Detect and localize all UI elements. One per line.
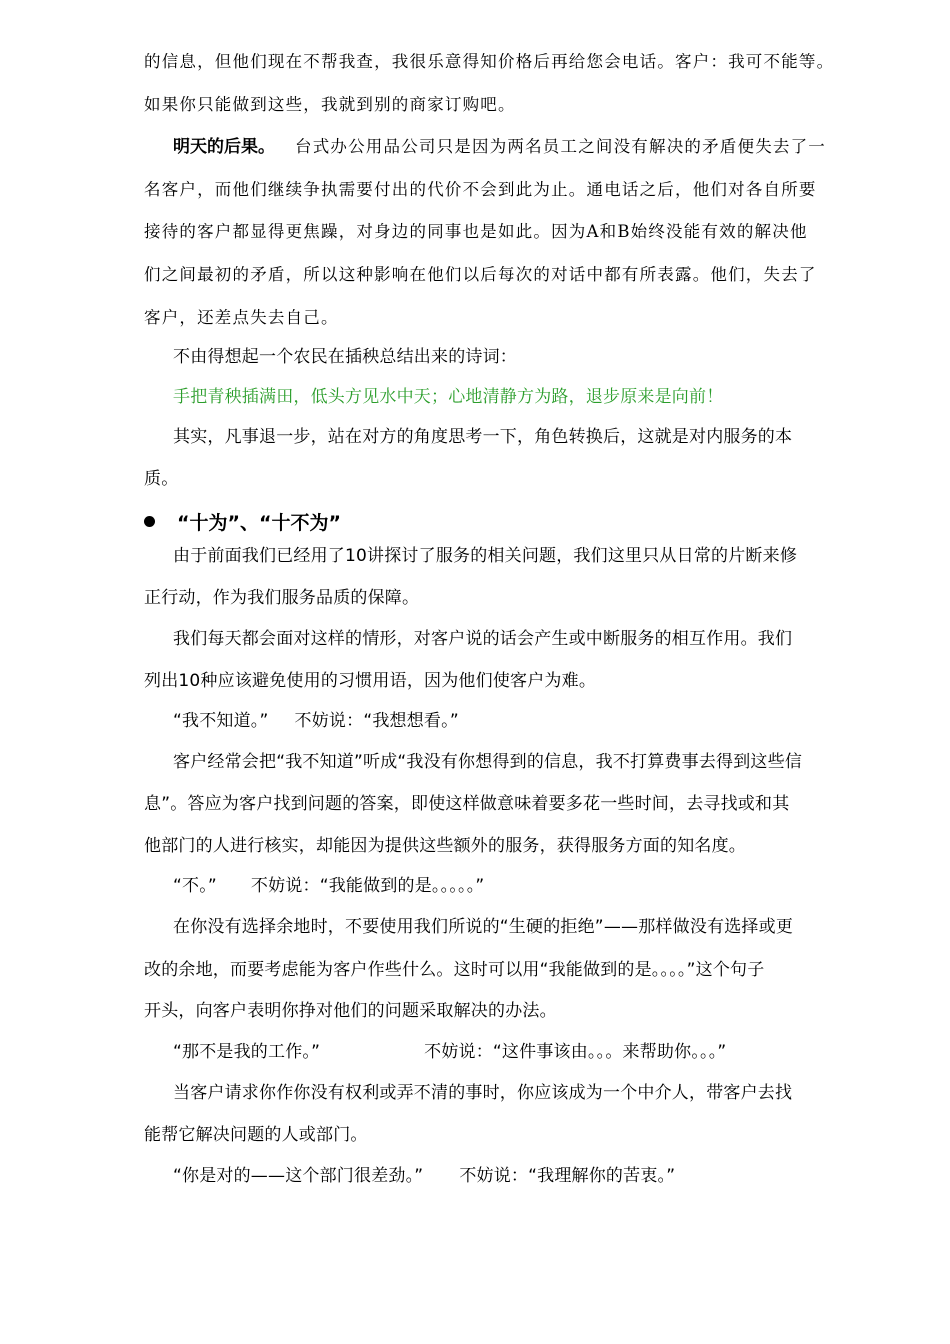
avoid-phrase: “不。” — [173, 876, 217, 896]
paragraph-line: 改的余地，而要考虑能为客户作些什么。这时可以用“我能做到的是。。。。”这个句子 — [144, 960, 765, 980]
avoid-phrase: “我不知道。” — [173, 711, 269, 731]
phrase-pair — [173, 1163, 675, 1189]
paragraph-line: 在你没有选择余地时，不要使用我们所说的“生硬的拒绝”——那样做没有选择或更 — [173, 917, 794, 937]
paragraph-line: 当客户请求你作你没有权利或弄不清的事时，你应该成为一个中介人，带客户去找 — [173, 1083, 793, 1103]
section-label: 明天的后果。 — [173, 137, 275, 157]
avoid-phrase: “那不是我的工作。” — [173, 1042, 321, 1062]
paragraph-line: 名客户，而他们继续争执需要付出的代价不会到此为止。通电话之后，他们对各自所要 — [144, 180, 817, 199]
paragraph-line: 我们每天都会面对这样的情形，对客户说的话会产生或中断服务的相互作用。我们 — [173, 629, 793, 649]
suggested-phrase: 不妨说：“我理解你的苦衷。” — [459, 1166, 676, 1186]
paragraph-line: 息”。答应为客户找到问题的答案，即使这样做意味着要多花一些时间，去寻找或和其 — [144, 794, 790, 814]
avoid-phrase: “你是对的——这个部门很差劲。” — [173, 1166, 424, 1186]
paragraph-line: 开头，向客户表明你挣对他们的问题采取解决的办法。 — [144, 1001, 557, 1021]
paragraph-line: 的信息，但他们现在不帮我查，我很乐意得知价格后再给您会电话。客户：我可不能等。 — [144, 52, 835, 71]
phrase-pair — [173, 708, 459, 734]
paragraph-line: 列出10种应该避免使用的习惯用语，因为他们使客户为难。 — [144, 671, 597, 691]
paragraph-line: 接待的客户都显得更焦躁，对身边的同事也是如此。因为A和B始终没能有效的解决他 — [144, 222, 808, 241]
poem-line: 手把青秧插满田，低头方见水中天；心地清静方为路，退步原来是向前！ — [173, 387, 724, 407]
paragraph-line: 客户，还差点失去自己。 — [144, 308, 339, 327]
paragraph-line: 其实，凡事退一步，站在对方的角度思考一下，角色转换后，这就是对内服务的本 — [173, 427, 793, 447]
paragraph-line: 质。 — [144, 469, 179, 489]
paragraph-line — [173, 134, 826, 160]
bullet-icon — [144, 516, 155, 527]
paragraph-line: 如果你只能做到这些，我就到别的商家订购吧。 — [144, 95, 516, 114]
paragraph-text: 台式办公用品公司只是因为两名员工之间没有解决的矛盾便失去了一 — [295, 137, 826, 156]
paragraph-line: 不由得想起一个农民在插秧总结出来的诗词： — [173, 347, 517, 367]
paragraph-line: 他部门的人进行核实，却能因为提供这些额外的服务，获得服务方面的知名度。 — [144, 836, 746, 856]
phrase-pair — [173, 873, 484, 899]
suggested-phrase: 不妨说：“我能做到的是。。。。。” — [250, 876, 485, 896]
paragraph-line: 正行动，作为我们服务品质的保障。 — [144, 588, 420, 608]
paragraph-line: 客户经常会把“我不知道”听成“我没有你想得到的信息，我不打算费事去得到这些信 — [173, 752, 803, 772]
section-heading — [144, 509, 341, 537]
paragraph-line: 们之间最初的矛盾，所以这种影响在他们以后每次的对话中都有所表露。他们，失去了 — [144, 265, 817, 284]
section-heading-text: “十为”、“十不为” — [177, 512, 341, 534]
suggested-phrase: 不妨说：“我想想看。” — [294, 711, 459, 731]
suggested-phrase: 不妨说：“这件事该由。。。来帮助你。。。” — [424, 1042, 727, 1062]
phrase-pair — [173, 1039, 726, 1065]
paragraph-line: 由于前面我们已经用了10讲探讨了服务的相关问题，我们这里只从日常的片断来修 — [173, 546, 798, 566]
paragraph-line: 能帮它解决问题的人或部门。 — [144, 1125, 368, 1145]
